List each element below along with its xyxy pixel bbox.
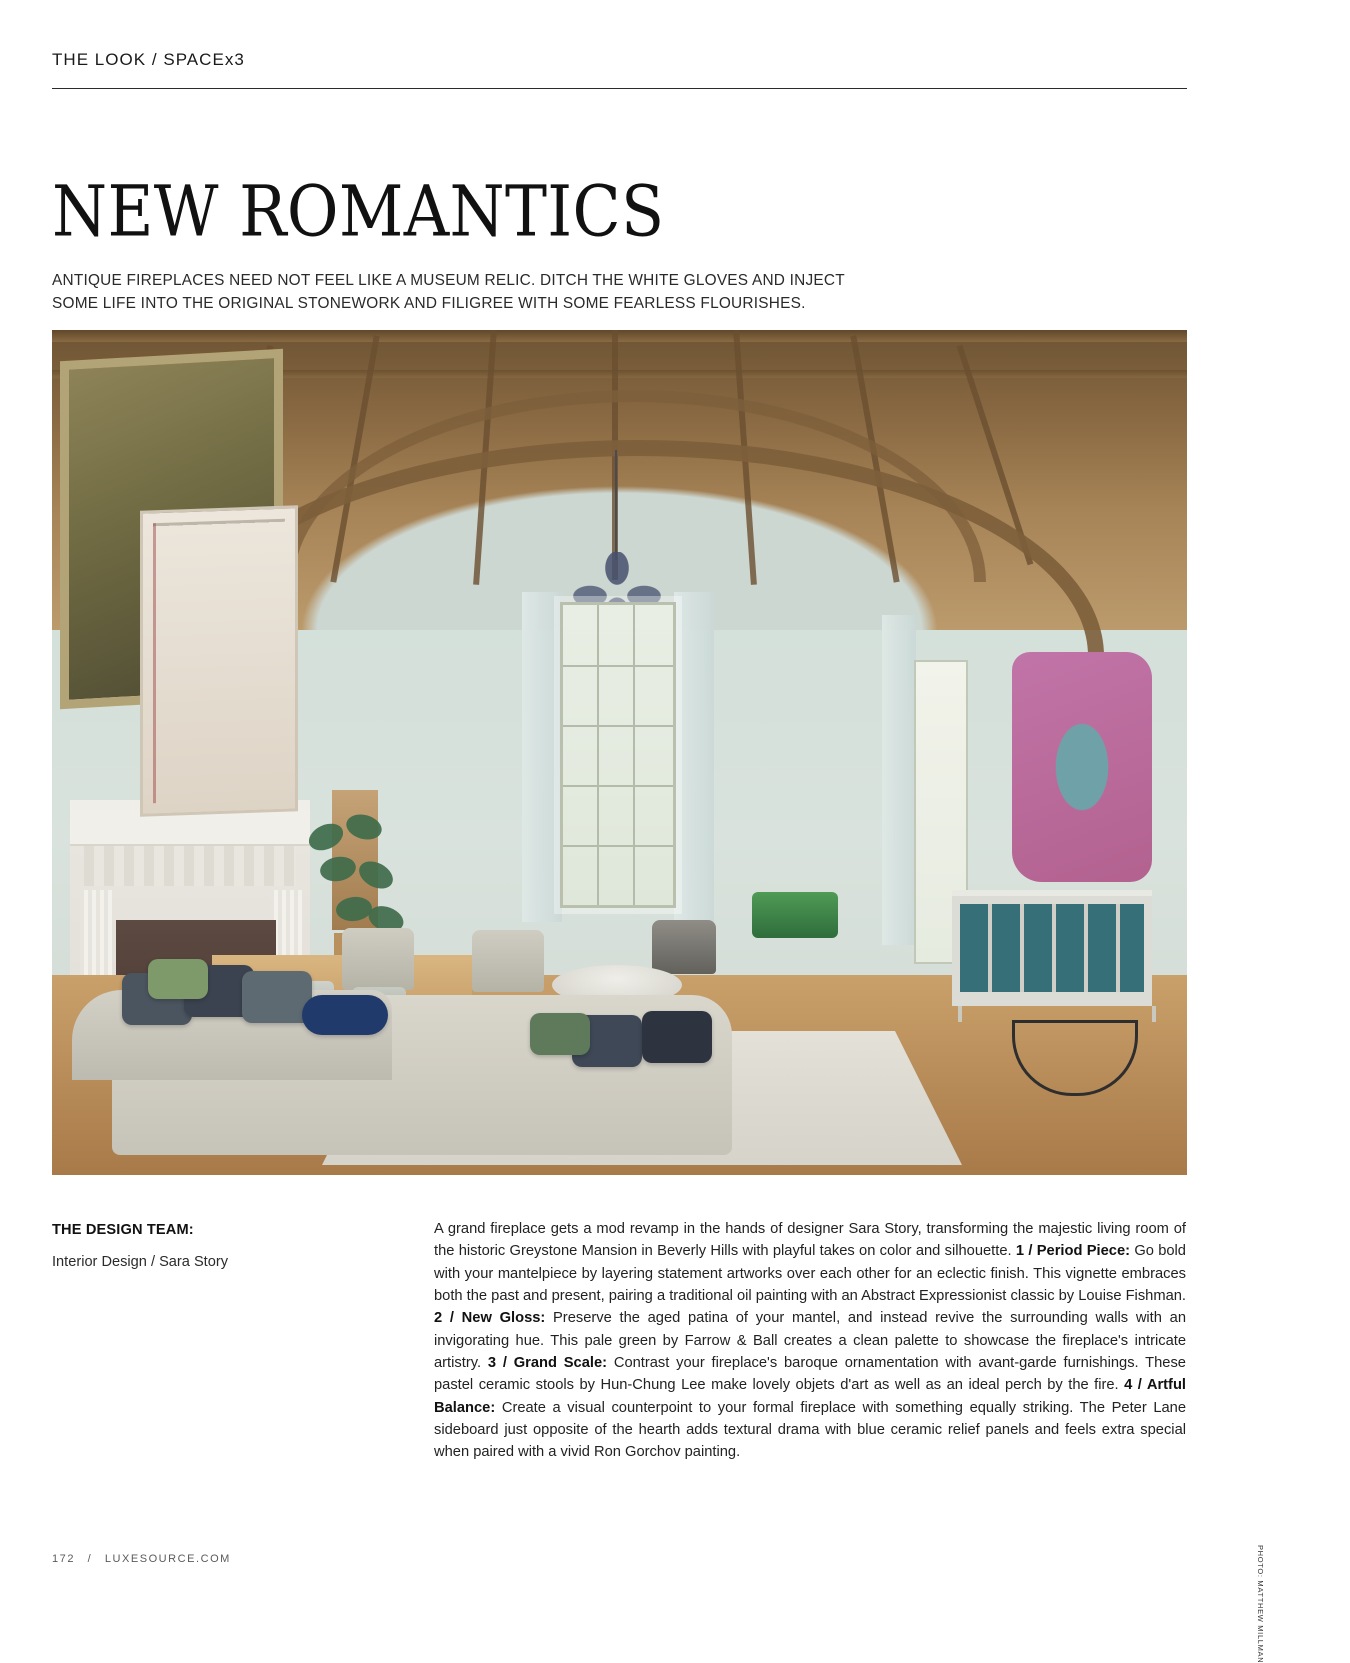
body-item-3-text: Contrast your fireplace's baroque ornamentation with avant-garde furnishings. These pastel ceramic stools by Hun-Chung Lee make lovely objets d'art as well as an ideal perch by the fire.	[434, 1355, 1186, 1394]
design-team-label: THE DESIGN TEAM:	[52, 1222, 194, 1238]
peter-lane-sideboard	[952, 890, 1152, 1006]
body-item-1-label: 1 / Period Piece:	[1015, 1243, 1131, 1260]
curtain-left	[522, 592, 562, 922]
pillow-6	[642, 1011, 712, 1063]
abstract-painting	[140, 505, 298, 817]
page-subtitle: ANTIQUE FIREPLACES NEED NOT FEEL LIKE A MUSEUM RELIC. DITCH THE WHITE GLOVES AND INJECT SOME LIFE INTO THE ORIGINAL STONEWORK AND FILIGREE WITH SOME FEARLESS FLOURISHES.	[52, 272, 845, 313]
curtain-far	[882, 615, 916, 945]
body-intro: A grand fireplace gets a mod revamp in the hands of designer Sara Story, transforming the majestic living room of the historic Greystone Mansion in Beverly Hills with playful takes on color and silhouette.	[434, 1221, 1186, 1260]
body-item-4-label: 4 / Artful Balance:	[434, 1377, 1186, 1416]
photo-credit: PHOTO: MATTHEW MILLMAN	[1256, 1545, 1265, 1663]
body-item-2-text: Preserve the aged patina of your mantel, and instead revive the surrounding walls with an invigorating hue. This pale green by Farrow & Ball creates a clean palette to showcase the fireplace's intricate artistry.	[434, 1310, 1186, 1372]
body-item-1-text: Go bold with your mantelpiece by layering statement artworks over each other for an eclectic finish. This vignette embraces both the past and present, pairing a traditional oil painting with an Abstract Expressionist classic by Louise Fishman.	[434, 1243, 1186, 1305]
footer-site: LUXESOURCE.COM	[104, 1553, 231, 1565]
armchair-right	[472, 930, 544, 992]
footer-separator: /	[87, 1553, 93, 1565]
design-team-member: Interior Design / Sara Story	[52, 1254, 229, 1270]
curtain-right	[674, 592, 714, 922]
ron-gorchov-painting	[1012, 652, 1152, 882]
armchair-left	[342, 928, 414, 990]
body-item-3-label: 3 / Grand Scale:	[487, 1355, 608, 1372]
section-kicker: THE LOOK / SPACEx3	[52, 50, 245, 69]
article-body	[434, 1218, 1186, 1464]
body-item-2-label: 2 / New Gloss:	[434, 1310, 546, 1327]
throw-blue	[302, 995, 388, 1035]
body-item-4-text: Create a visual counterpoint to your formal fireplace with something equally striking. The Peter Lane sideboard just opposite of the hearth adds textural drama with blue ceramic relief panels and feels extra special when paired with a vivid Ron Gorchov painting.	[434, 1399, 1186, 1461]
arched-window	[560, 602, 676, 908]
title-block	[52, 170, 952, 315]
page-title: NEW ROMANTICS	[52, 170, 665, 253]
header-divider	[52, 88, 1187, 89]
photo-illustration	[52, 330, 1187, 1175]
pillow-7	[530, 1013, 590, 1055]
green-settee	[752, 892, 838, 938]
chandelier-cord	[615, 450, 617, 560]
pillow-4	[148, 959, 208, 999]
page-number: 172	[52, 1553, 75, 1565]
page-footer	[52, 1553, 231, 1565]
page-header	[52, 50, 1187, 89]
armchair-far	[652, 920, 716, 974]
design-team-block	[52, 1222, 382, 1270]
